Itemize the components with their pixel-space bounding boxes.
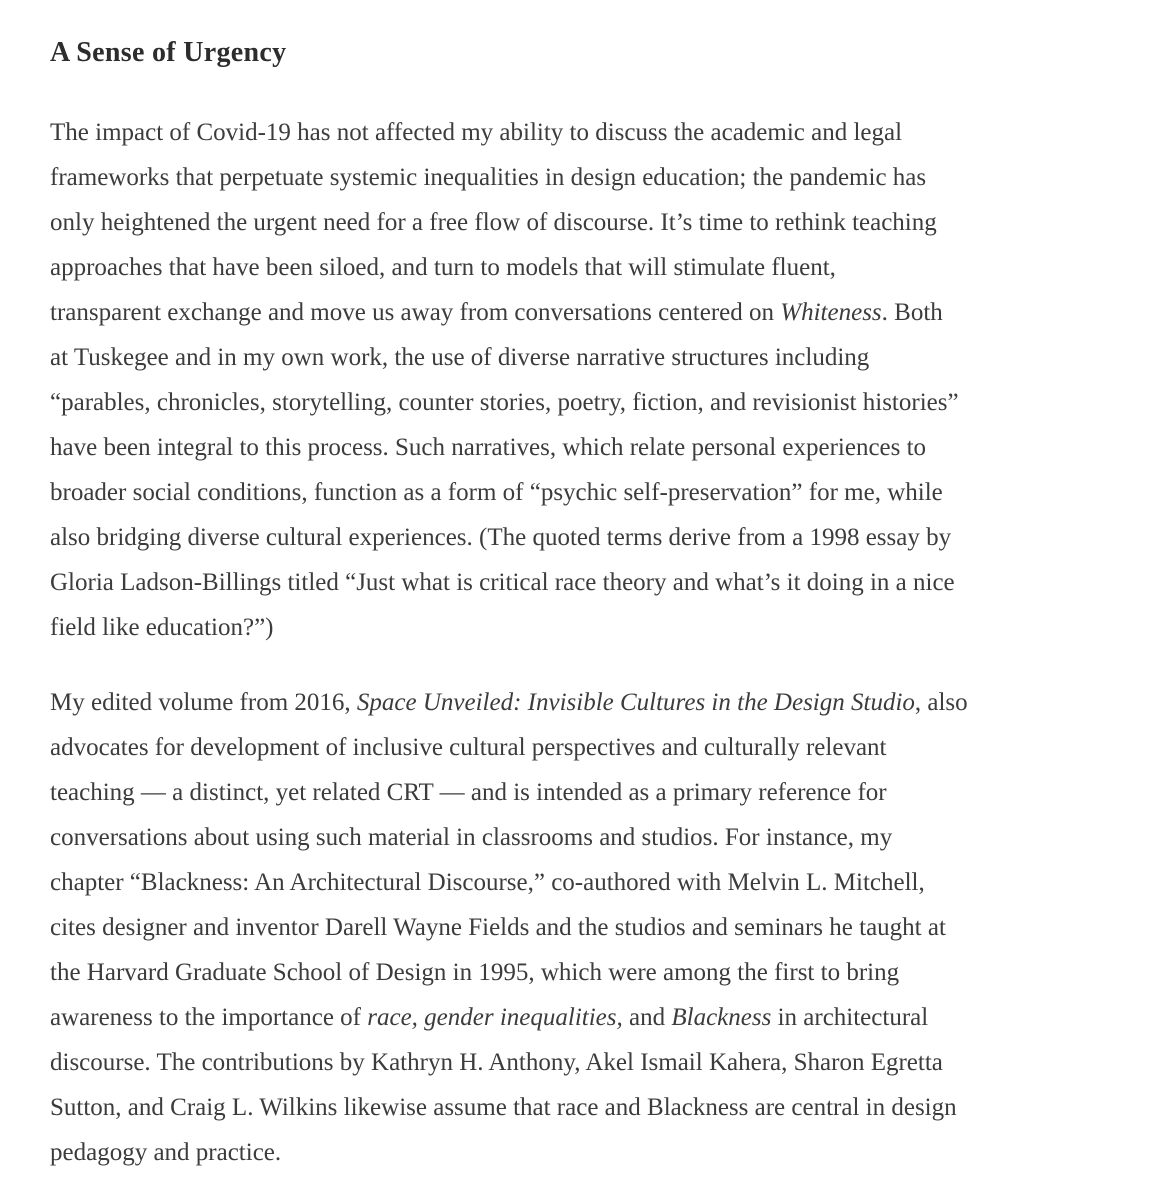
article-body bbox=[50, 110, 1170, 1175]
text-line bbox=[50, 380, 1170, 425]
text-segment: approaches that have been siloed, and turn to models that will stimulate fluent, bbox=[50, 254, 836, 281]
paragraph bbox=[50, 680, 1170, 1175]
text-segment: discourse. The contributions by Kathryn H. Anthony, Akel Ismail Kahera, Sharon Egretta bbox=[50, 1049, 943, 1076]
text-segment: Gloria Ladson-Billings titled “Just what is critical race theory and what’s it doing in a nice bbox=[50, 569, 955, 596]
text-line bbox=[50, 335, 1170, 380]
text-segment: the Harvard Graduate School of Design in 1995, which were among the first to bring bbox=[50, 959, 900, 986]
text-line bbox=[50, 425, 1170, 470]
text-line bbox=[50, 1085, 1170, 1130]
text-segment: , also bbox=[914, 689, 968, 716]
text-segment: and bbox=[622, 1004, 672, 1031]
text-segment: My edited volume from 2016, bbox=[50, 689, 357, 716]
text-line bbox=[50, 470, 1170, 515]
text-segment: pedagogy and practice. bbox=[50, 1139, 282, 1166]
text-segment: have been integral to this process. Such narratives, which relate personal experiences to bbox=[50, 434, 927, 461]
text-line bbox=[50, 770, 1170, 815]
text-segment: The impact of Covid-19 has not affected my ability to discuss the academic and legal bbox=[50, 119, 903, 146]
text-segment: field like education?”) bbox=[50, 614, 274, 641]
text-segment: only heightened the urgent need for a free flow of discourse. It’s time to rethink teaching bbox=[50, 209, 937, 236]
article-heading: A Sense of Urgency bbox=[50, 37, 287, 68]
text-line bbox=[50, 200, 1170, 245]
text-segment: cites designer and inventor Darell Wayne Fields and the studios and seminars he taught at bbox=[50, 914, 946, 941]
paragraph bbox=[50, 110, 1170, 650]
text-segment: conversations about using such material in classrooms and studios. For instance, my bbox=[50, 824, 893, 851]
text-segment: transparent exchange and move us away from conversations centered on bbox=[50, 299, 781, 326]
text-line bbox=[50, 515, 1170, 560]
text-segment: in architectural bbox=[771, 1004, 929, 1031]
text-line bbox=[50, 860, 1170, 905]
text-line bbox=[50, 905, 1170, 950]
text-segment: Sutton, and Craig L. Wilkins likewise assume that race and Blackness are central in design bbox=[50, 1094, 957, 1121]
text-line bbox=[50, 245, 1170, 290]
text-segment: at Tuskegee and in my own work, the use of diverse narrative structures including bbox=[50, 344, 870, 371]
text-line bbox=[50, 680, 1170, 725]
text-line bbox=[50, 1040, 1170, 1085]
text-segment: frameworks that perpetuate systemic inequalities in design education; the pandemic has bbox=[50, 164, 927, 191]
text-segment: broader social conditions, function as a form of “psychic self-preservation” for me, while bbox=[50, 479, 943, 506]
text-segment: . Both bbox=[881, 299, 943, 326]
text-line bbox=[50, 815, 1170, 860]
text-segment: also bridging diverse cultural experiences. (The quoted terms derive from a 1998 essay by bbox=[50, 524, 952, 551]
text-segment: awareness to the importance of bbox=[50, 1004, 368, 1031]
italic-text-segment: Space Unveiled: Invisible Cultures in the Design Studio bbox=[356, 689, 915, 716]
text-line bbox=[50, 110, 1170, 155]
text-line bbox=[50, 605, 1170, 650]
text-segment: advocates for development of inclusive cultural perspectives and culturally relevant bbox=[50, 734, 887, 761]
text-line bbox=[50, 950, 1170, 995]
text-line bbox=[50, 725, 1170, 770]
text-line bbox=[50, 155, 1170, 200]
text-segment: chapter “Blackness: An Architectural Discourse,” co-authored with Melvin L. Mitchell, bbox=[50, 869, 925, 896]
text-line bbox=[50, 995, 1170, 1040]
text-segment: “parables, chronicles, storytelling, counter stories, poetry, fiction, and revisionist histories” bbox=[50, 389, 959, 416]
text-line bbox=[50, 290, 1170, 335]
italic-text-segment: Blackness bbox=[671, 1004, 772, 1031]
italic-text-segment: race, gender inequalities, bbox=[367, 1004, 623, 1031]
italic-text-segment: Whiteness bbox=[780, 299, 882, 326]
text-line bbox=[50, 560, 1170, 605]
text-segment: teaching — a distinct, yet related CRT — and is intended as a primary reference for bbox=[50, 779, 887, 806]
text-line bbox=[50, 1130, 1170, 1175]
